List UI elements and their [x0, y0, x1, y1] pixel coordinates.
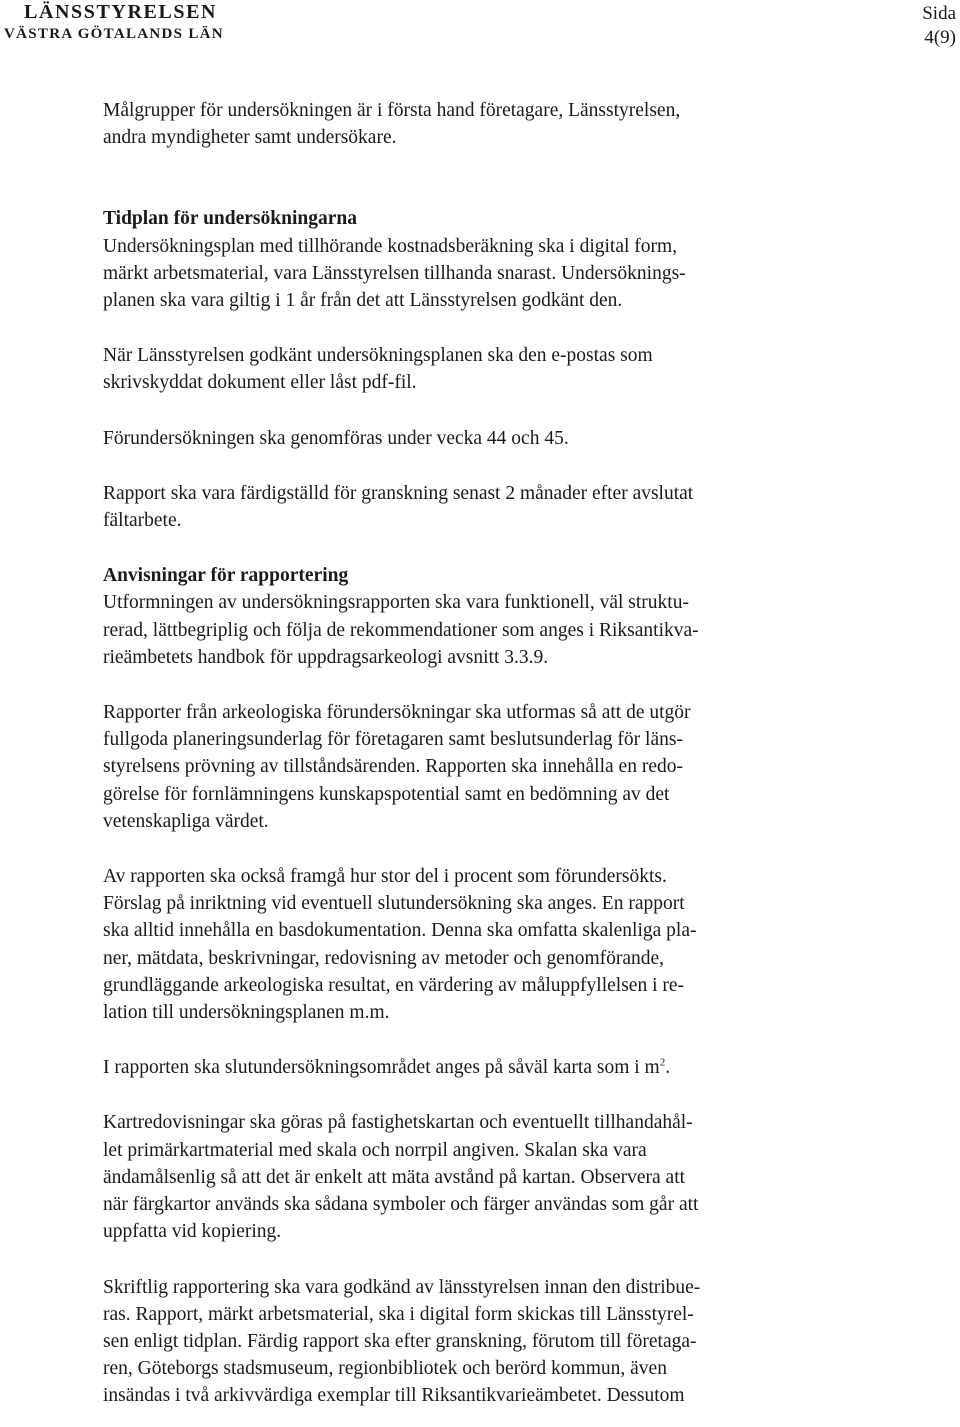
paragraph-written-reporting: [103, 1274, 823, 1410]
text-line: ska alltid innehålla en basdokumentation. Denna ska omfatta skalenliga pla-: [103, 920, 697, 942]
page-label: Sida: [922, 3, 956, 24]
text-line: Målgrupper för undersökningen är i första hand företagare, Länsstyrelsen,: [103, 100, 681, 121]
text-line: Kartredovisningar ska göras på fastighetskartan och eventuellt tillhandahål-: [103, 1112, 693, 1134]
text-line: vetenskapliga värdet.: [103, 810, 269, 832]
text-line: styrelsens prövning av tillståndsärenden. Rapporten ska innehålla en redo-: [103, 756, 683, 778]
text-line: Rapporter från arkeologiska förundersökningar ska utformas så att de utgör: [103, 702, 691, 724]
paragraph-weeks: [103, 425, 823, 452]
page-number: 4(9): [924, 27, 956, 48]
text-line: rieämbetets handbok för uppdragsarkeologi avsnitt 3.3.9.: [103, 646, 549, 668]
document-body: [103, 97, 823, 1410]
text-line: Förundersökningen ska genomföras under vecka 44 och 45.: [103, 427, 569, 449]
page-indicator: [922, 2, 956, 50]
area-map-period: .: [665, 1057, 671, 1079]
heading-reporting-instructions: Anvisningar för rapportering: [103, 565, 349, 587]
text-line: fältarbete.: [103, 510, 182, 532]
text-line: skrivskyddat dokument eller låst pdf-fil.: [103, 372, 417, 394]
text-line: Skriftlig rapportering ska vara godkänd av länsstyrelsen innan den distribue-: [103, 1276, 701, 1298]
text-line: Rapport ska vara färdigställd för granskning senast 2 månader efter avslutat: [103, 482, 694, 504]
text-line: ren, Göteborgs stadsmuseum, regionbibliotek och berörd kommun, även: [103, 1358, 667, 1380]
text-line: andra myndigheter samt undersökare.: [103, 127, 397, 149]
paragraph-email-plan: [103, 342, 823, 396]
text-line: grundläggande arkeologiska resultat, en värdering av måluppfyllelsen i re-: [103, 974, 685, 996]
logo-org-name: LÄNSSTYRELSEN: [24, 1, 218, 23]
text-line: planen ska vara giltig i 1 år från det att Länsstyrelsen godkänt den.: [103, 290, 623, 312]
text-line: Utformningen av undersökningsrapporten ska vara funktionell, väl struktu-: [103, 592, 689, 614]
text-line: Förslag på inriktning vid eventuell slutundersökning ska anges. En rapport: [103, 893, 685, 915]
text-line: sen enligt tidplan. Färdig rapport ska efter granskning, förutom till företaga-: [103, 1330, 697, 1352]
paragraph-map-presentation: [103, 1109, 823, 1245]
text-line: ras. Rapport, märkt arbetsmaterial, ska i digital form skickas till Länsstyrel-: [103, 1303, 694, 1325]
heading-schedule: Tidplan för undersökningarna: [103, 208, 357, 230]
area-map-text: I rapporten ska slutundersökningsområdet anges på såväl karta som i m: [103, 1057, 660, 1079]
paragraph-report-design: [103, 589, 823, 671]
paragraph-area-map: [103, 1054, 823, 1081]
text-line: insändas i två arkivvärdiga exemplar till Riksantikvarieämbetet. Dessutom: [103, 1385, 685, 1407]
text-line: [103, 1054, 823, 1081]
text-line: Av rapporten ska också framgå hur stor del i procent som förundersökts.: [103, 866, 667, 888]
paragraph-report-deadline: [103, 480, 823, 534]
text-line: Undersökningsplan med tillhörande kostnadsberäkning ska i digital form,: [103, 235, 678, 257]
text-line: ner, mätdata, beskrivningar, redovisning av metoder och genomförande,: [103, 947, 665, 969]
text-line: let primärkartmaterial med skala och norrpil angiven. Skalan ska vara: [103, 1139, 647, 1161]
text-line: rerad, lättbegriplig och följa de rekommendationer som anges i Riksantikva-: [103, 619, 699, 641]
paragraph-basic-documentation: [103, 863, 823, 1026]
paragraph-target-groups: [103, 97, 823, 151]
logo-region-name: VÄSTRA GÖTALANDS LÄN: [4, 26, 224, 42]
text-line: När Länsstyrelsen godkänt undersökningsplanen ska den e-postas som: [103, 345, 653, 367]
text-line: lation till undersökningsplanen m.m.: [103, 1002, 390, 1024]
text-line: ändamålsenlig så att det är enkelt att mäta avstånd på kartan. Observera att: [103, 1166, 686, 1188]
text-line: fullgoda planeringsunderlag för företagaren samt beslutsunderlag för läns-: [103, 729, 683, 751]
paragraph-plan-validity: [103, 233, 823, 315]
text-line: märkt arbetsmaterial, vara Länsstyrelsen tillhanda snarast. Undersöknings-: [103, 262, 686, 284]
text-line: när färgkartor används ska sådana symboler och färger användas som går att: [103, 1194, 699, 1216]
paragraph-report-content: [103, 699, 823, 835]
text-line: görelse för fornlämningens kunskapspotential samt en bedömning av det: [103, 783, 670, 805]
text-line: uppfatta vid kopiering.: [103, 1221, 282, 1243]
superscript-two: 2: [659, 1056, 666, 1069]
